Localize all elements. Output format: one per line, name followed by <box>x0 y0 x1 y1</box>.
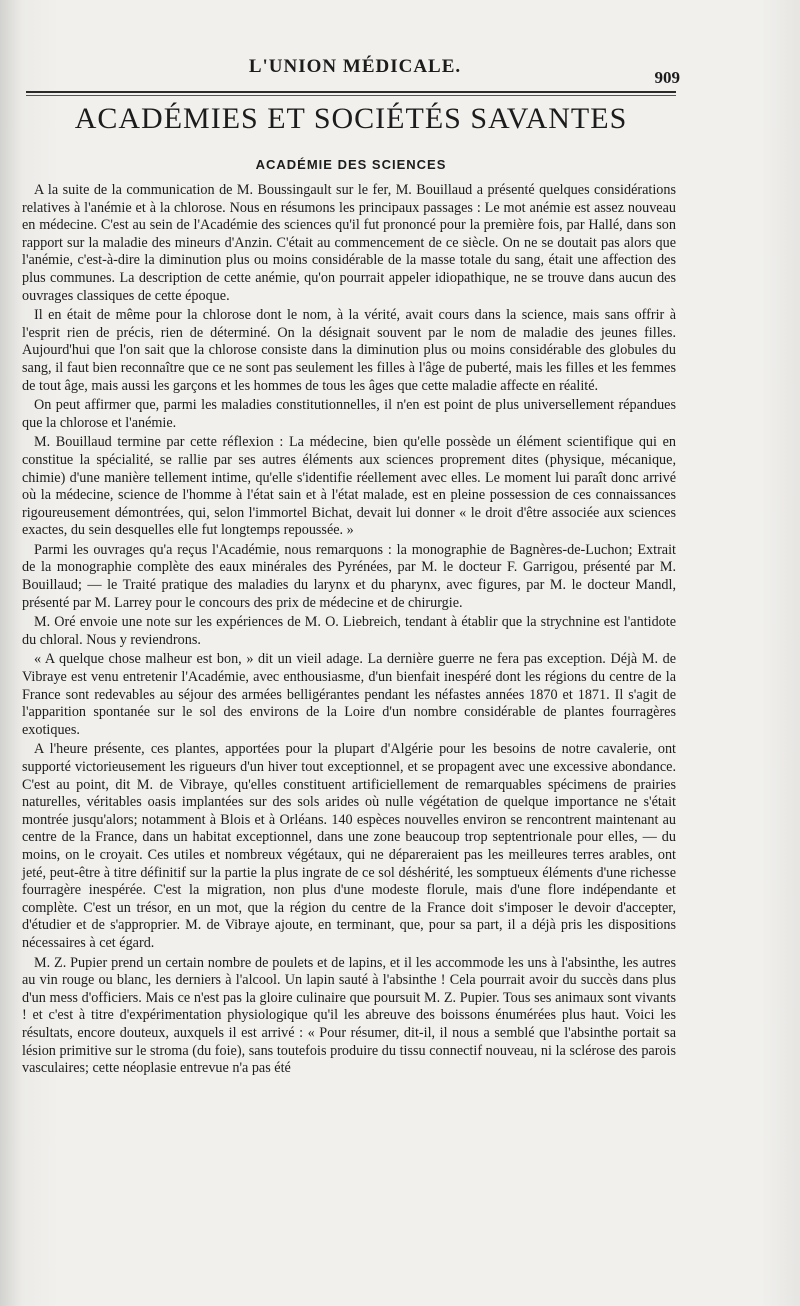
paragraph-4: M. Bouillaud termine par cette réflexion : La médecine, bien qu'elle possède un élément scientifique qui en constitue la spécialité, se rallie par ses autres éléments aux sciences proprement dites (physique, mécanique, chimie) d'une manière tellement intime, qu'elle s'identifie réellement avec elles. Le moment lui paraît donc arrivé où la médecine, science de l'homme à l'état sain et à l'état malade, est en pleine possession de ces connaissances rigoureusement démontrées, qui, selon l'immortel Bichat, devait lui donner « le droit d'être associée aux sciences exactes, du sein desquelles elle fut longtemps repoussée. » <box>22 434 676 539</box>
article-body <box>22 182 676 1080</box>
paragraph-8: A l'heure présente, ces plantes, apportées pour la plupart d'Algérie pour les besoins de notre cavalerie, ont supporté victorieusement les rigueurs d'un hiver tout exceptionnel, et se propagent avec une excessive abondance. C'est au point, dit M. de Vibraye, qu'elles constituent artificiellement de remarquables spécimens de prairies naturelles, véritables oasis implantées sur des sols arides où nulle végétation de quelque importance ne s'était montrée jusqu'alors; notamment à Blois et à Orléans. 140 espèces nouvelles environ se rencontrent maintenant au centre de la France, dans un habitat exceptionnel, dans une zone beaucoup trop septentrionale pour elles, — du moins, on le croyait. Ces utiles et nombreux végétaux, qui ne dépareraient pas les meilleures terres arables, ont jeté, peut-être à titre définitif sur la partie la plus ingrate de ce sol déshérité, les somptueux éléments d'une richesse fourragère inespérée. C'est la migration, non plus d'une modeste florule, mais d'une flore indépendante et complète. C'est un trésor, en un mot, que la région du centre de la France doit s'imposer le devoir d'accepter, d'étudier et de s'approprier. M. de Vibraye ajoute, en terminant, que, pour sa part, il a déjà pris les dispositions nécessaires à cet égard. <box>22 741 676 951</box>
section-title: ACADÉMIES ET SOCIÉTÉS SAVANTES <box>74 102 628 135</box>
page-number: 909 <box>654 68 680 87</box>
paragraph-6: M. Oré envoie une note sur les expériences de M. O. Liebreich, tendant à établir que la strychnine est l'antidote du chloral. Nous y reviendrons. <box>22 614 676 648</box>
paragraph-1: A la suite de la communication de M. Boussingault sur le fer, M. Bouillaud a présenté quelques considérations relatives à l'anémie et à la chlorose. Nous en résumons les principaux passages : Le mot anémie est assez nouveau en médecine. C'est au sein de l'Académie des sciences qu'il fut prononcé pour la première fois, par Hallé, dans son rapport sur la maladie des mineurs d'Anzin. C'était au commencement de ce siècle. On ne se doutait pas alors que l'anémie, c'est-à-dire la diminution plus ou moins considérable de la masse totale du sang, était une affection des plus communes. La description de cette anémie, qu'on pourrait appeler idiopathique, ne se trouve dans aucun des ouvrages classiques de cette époque. <box>22 182 676 304</box>
paragraph-2: Il en était de même pour la chlorose dont le nom, à la vérité, avait cours dans la science, mais sans offrir à l'esprit rien de précis, rien de déterminé. On la désignait souvent par le nom de maladie des jeunes filles. Aujourd'hui que l'on sait que la chlorose consiste dans la diminution plus ou moins considérable des globules du sang, il faut bien reconnaître que ce ne sont pas seulement les filles à l'âge de puberté, mais les filles et les femmes de tout âge, mais aussi les garçons et les hommes de tous les âges que cette maladie affecte en réalité. <box>22 307 676 394</box>
header-rule-thin <box>26 95 676 96</box>
journal-title: L'UNION MÉDICALE. <box>248 56 462 77</box>
running-header <box>30 56 680 86</box>
paragraph-3: On peut affirmer que, parmi les maladies constitutionnelles, il n'en est point de plus universellement répandues que la chlorose et l'anémie. <box>22 397 676 431</box>
paragraph-7: « A quelque chose malheur est bon, » dit un vieil adage. La dernière guerre ne fera pas exception. Déjà M. de Vibraye est venu entretenir l'Académie, avec enthousiasme, d'un bienfait inespéré dont les régions du centre de la France sont redevables au séjour des armées belligérantes pendant les néfastes années 1870 et 1871. Il s'agit de l'apparition spontanée sur le sol des environs de la Loire d'un nombre considérable de plantes fourragères exotiques. <box>22 651 676 738</box>
subsection-title: ACADÉMIE DES SCIENCES <box>255 157 447 172</box>
paragraph-5: Parmi les ouvrages qu'a reçus l'Académie, nous remarquons : la monographie de Bagnères-de-Luchon; Extrait de la monographie complète des eaux minérales des Pyrénées, par M. le docteur F. Garrigou, présenté par M. Bouillaud; — le Traité pratique des maladies du larynx et du pharynx, avec figures, par M. le docteur Mandl, présenté par M. Larrey pour le concours des prix de médecine et de chirurgie. <box>22 541 676 611</box>
paragraph-9: M. Z. Pupier prend un certain nombre de poulets et de lapins, et il les accommode les uns à l'absinthe, les autres au vin rouge ou blanc, les derniers à l'alcool. Un lapin sauté à l'absinthe ! Cela pourrait avoir du succès dans plus d'un mess d'officiers. Mais ce n'est pas la gloire culinaire que poursuit M. Z. Pupier. Tous ses animaux sont vivants ! et c'est à titre d'expérimentation physiologique qu'il les abreuve des boissons énumérées plus haut. Voici les résultats, encore douteux, auxquels il est arrivé : « Pour résumer, dit-il, il nous a semblé que l'absinthe portait sa lésion primitive sur le stroma (du foie), sans toutefois produire du tissu connectif nouveau, ni la sclérose des parois vasculaires; cette néoplasie entrevue n'a pas été <box>22 954 676 1077</box>
header-rule <box>26 91 676 93</box>
